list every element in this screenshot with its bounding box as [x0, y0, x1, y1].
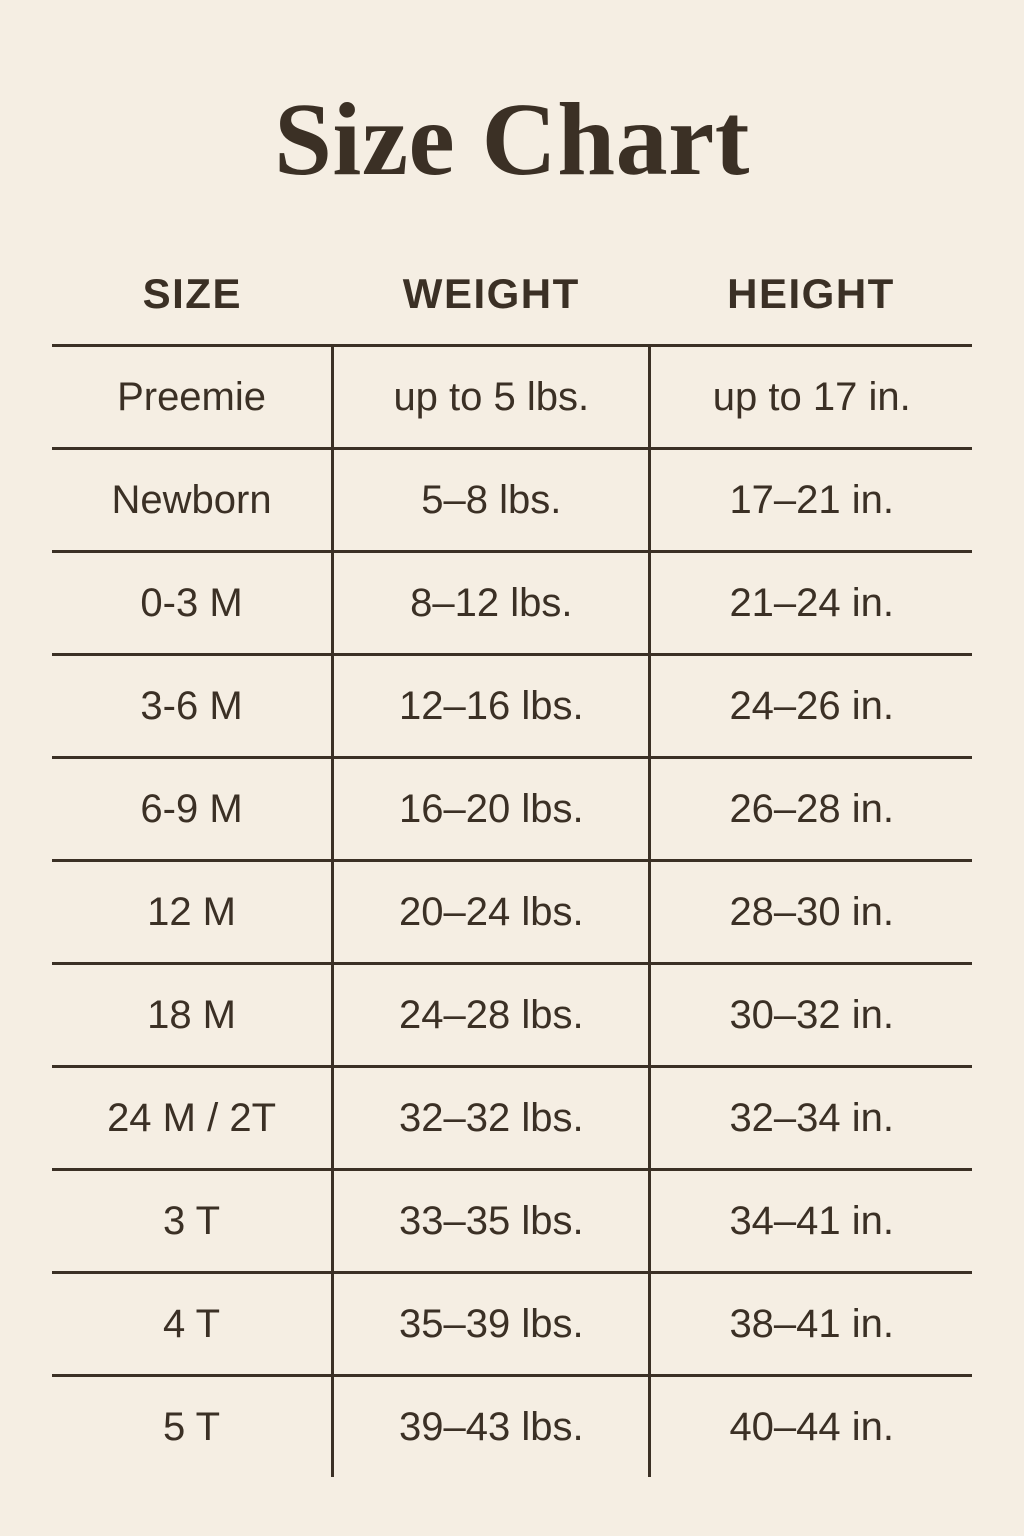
- cell-height: 26–28 in.: [650, 758, 972, 861]
- cell-height: 32–34 in.: [650, 1067, 972, 1170]
- table-row: [52, 861, 972, 964]
- cell-size: 12 M: [52, 861, 333, 964]
- cell-weight: 39–43 lbs.: [333, 1376, 650, 1478]
- page-title: Size Chart: [274, 82, 750, 197]
- cell-size: Newborn: [52, 449, 333, 552]
- cell-size: 5 T: [52, 1376, 333, 1478]
- size-chart-table: [52, 270, 972, 1477]
- table-body: [52, 346, 972, 1478]
- cell-height: 34–41 in.: [650, 1170, 972, 1273]
- cell-size: 0-3 M: [52, 552, 333, 655]
- cell-height: 17–21 in.: [650, 449, 972, 552]
- table-row: [52, 655, 972, 758]
- cell-size: 4 T: [52, 1273, 333, 1376]
- cell-weight: up to 5 lbs.: [333, 346, 650, 449]
- table-header-row: [52, 270, 972, 346]
- cell-weight: 35–39 lbs.: [333, 1273, 650, 1376]
- table-row: [52, 1170, 972, 1273]
- cell-weight: 20–24 lbs.: [333, 861, 650, 964]
- cell-height: 28–30 in.: [650, 861, 972, 964]
- cell-size: 3 T: [52, 1170, 333, 1273]
- cell-size: 6-9 M: [52, 758, 333, 861]
- column-header-weight: WEIGHT: [333, 270, 650, 346]
- cell-weight: 8–12 lbs.: [333, 552, 650, 655]
- cell-height: up to 17 in.: [650, 346, 972, 449]
- column-header-height: HEIGHT: [650, 270, 972, 346]
- table-row: [52, 1376, 972, 1478]
- cell-height: 30–32 in.: [650, 964, 972, 1067]
- table-row: [52, 552, 972, 655]
- cell-height: 38–41 in.: [650, 1273, 972, 1376]
- table-row: [52, 758, 972, 861]
- cell-weight: 32–32 lbs.: [333, 1067, 650, 1170]
- table-header: [52, 270, 972, 346]
- cell-size: Preemie: [52, 346, 333, 449]
- cell-height: 40–44 in.: [729, 1404, 895, 1449]
- table-row: [52, 1067, 972, 1170]
- cell-size: 18 M: [52, 964, 333, 1067]
- cell-weight: 5–8 lbs.: [333, 449, 650, 552]
- cell-weight: 16–20 lbs.: [333, 758, 650, 861]
- table-row: [52, 449, 972, 552]
- cell-height: 24–26 in.: [650, 655, 972, 758]
- cell-weight: 12–16 lbs.: [333, 655, 650, 758]
- table-row: [52, 964, 972, 1067]
- cell-size: 24 M / 2T: [52, 1067, 333, 1170]
- cell-weight: 24–28 lbs.: [333, 964, 650, 1067]
- cell-height: 21–24 in.: [650, 552, 972, 655]
- table-row: [52, 346, 972, 449]
- cell-weight: 33–35 lbs.: [333, 1170, 650, 1273]
- table-row: [52, 1273, 972, 1376]
- cell-size: 3-6 M: [52, 655, 333, 758]
- column-header-size: SIZE: [52, 270, 333, 346]
